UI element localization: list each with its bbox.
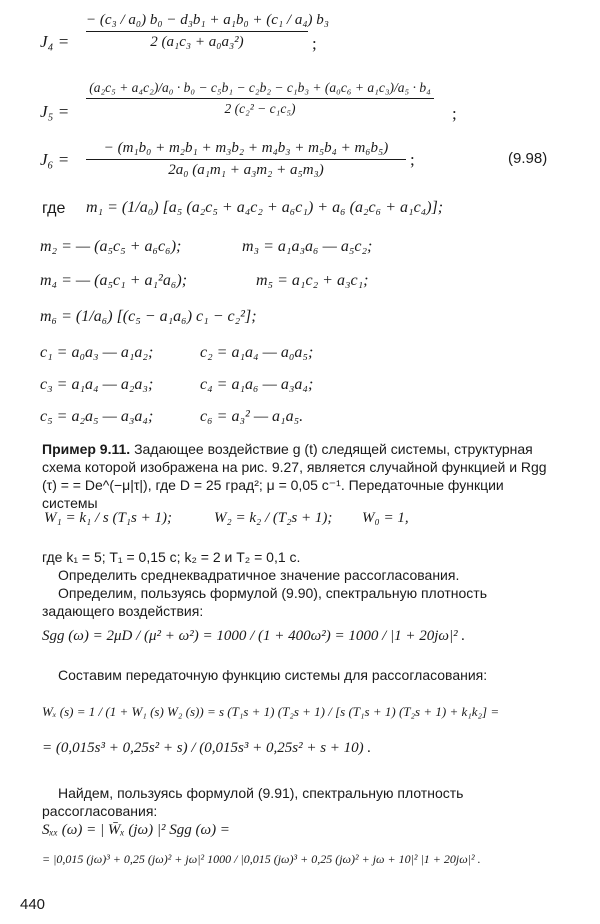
where-word: где xyxy=(42,200,66,217)
j4-label: J₄ = xyxy=(40,32,70,51)
j6-numerator: − (m₁b₀ + m₂b₁ + m₃b₂ + m₄b₃ + m₅b₄ + m₆b₅) xyxy=(103,140,389,156)
params-text: где k₁ = 5; T₁ = 0,15 с; k₂ = 2 и T₂ = 0,1 с. xyxy=(42,549,301,565)
j6-fraction xyxy=(86,140,406,180)
wx-equation-1: Wₓ (s) = 1 / (1 + W₁ (s) W₂ (s)) = s (T₁s + 1) (T₂s + 1) / [s (T₁s + 1) (T₂s + 1) + k₁k₂] = xyxy=(42,704,500,719)
j5-denominator: 2 (c₂² − c₁c₅) xyxy=(224,100,296,116)
page-number: 440 xyxy=(20,896,46,913)
j5-numerator: (a₂c₅ + a₄c₂)/a₀ · b₀ − c₅b₁ − c₂b₂ − c₁b₃ + (a₀c₆ + a₁c₃)/a₅ · b₄ xyxy=(89,80,431,95)
j4-fraction-bar xyxy=(86,31,308,32)
tf-w0: W₀ = 1, xyxy=(362,510,409,526)
c2-equation: c₂ = a₁a₄ — a₀a₅; xyxy=(200,344,314,361)
c4-equation: c₄ = a₁a₆ — a₃a₄; xyxy=(200,376,314,393)
sxx-equation-2: = |0,015 (jω)³ + 0,25 (jω)² + jω|² 1000 / |0,015 (jω)³ + 0,25 (jω)² + jω + 10|² |1 + 20jω|² . xyxy=(42,852,481,866)
c3-equation: c₃ = a₁a₄ — a₂a₃; xyxy=(40,376,154,393)
j5-fraction-bar xyxy=(86,98,434,99)
j4-denominator: 2 (a₁c₃ + a₀a₃²) xyxy=(150,34,244,51)
task-text: Определить среднеквадратичное значение рассогласования. xyxy=(58,567,460,583)
c5-equation: c₅ = a₂a₅ — a₃a₄; xyxy=(40,408,154,425)
tf-w2: W₂ = k₂ / (T₂s + 1); xyxy=(214,510,333,526)
m4-equation: m₄ = — (a₅c₁ + a₁²a₆); xyxy=(40,272,188,289)
j5-end: ; xyxy=(452,104,457,123)
equation-number: (9.98) xyxy=(508,150,548,167)
j6-label: J₆ = xyxy=(40,150,70,169)
m1-equation: m₁ = (1/a₀) [a₅ (a₂c₅ + a₄c₂ + a₆c₁) + a₆ (a₂c₆ + a₁c₄)]; xyxy=(86,199,444,216)
j4-fraction xyxy=(86,12,330,52)
j5-label: J₅ = xyxy=(40,102,70,121)
j4-end: ; xyxy=(312,34,317,53)
example-paragraph xyxy=(42,440,562,512)
c6-equation: c₆ = a₃² — a₁a₅. xyxy=(200,408,304,425)
m2-equation: m₂ = — (a₅c₅ + a₆c₆); xyxy=(40,238,182,255)
step1-text: Определим, пользуясь формулой (9.90), спектральную плотность задающего воздействия: xyxy=(42,585,487,619)
step3-text: Найдем, пользуясь формулой (9.91), спектральную плотность рассогласования: xyxy=(42,785,464,819)
wx-equation-2: = (0,015s³ + 0,25s² + s) / (0,015s³ + 0,25s² + s + 10) . xyxy=(42,740,372,756)
j4-numerator: − (c₃ / a₀) b₀ − d₃b₁ + a₁b₀ + (c₁ / a₄) b₃ xyxy=(86,12,330,28)
j6-end: ; xyxy=(410,150,415,169)
j6-denominator: 2a₀ (a₁m₁ + a₃m₂ + a₅m₃) xyxy=(168,162,324,179)
sxx-equation-1: Sₓₓ (ω) = | W̄ₓ (jω) |² Sgg (ω) = xyxy=(42,822,230,838)
example-title: Пример 9.11. xyxy=(42,441,131,457)
c1-equation: c₁ = a₀a₃ — a₁a₂; xyxy=(40,344,154,361)
j6-fraction-bar xyxy=(86,159,406,160)
tf-w1: W₁ = k₁ / s (T₁s + 1); xyxy=(44,510,172,526)
m6-equation: m₆ = (1/a₆) [(c₅ − a₁a₆) c₁ − c₂²]; xyxy=(40,308,257,325)
example-text: Задающее воздействие g (t) следящей системы, структурная схема которой изображена на рис. 9.27, является случайной функцией и Rgg (τ) = = De^(−μ|τ|), где D = 25 град²; μ = 0,05 с⁻¹. Передаточные функции системы xyxy=(42,441,547,511)
step2-text: Составим передаточную функцию системы для рассогласования: xyxy=(58,667,488,683)
m3-equation: m₃ = a₁a₃a₆ — a₅c₂; xyxy=(242,238,373,255)
m5-equation: m₅ = a₁c₂ + a₃c₁; xyxy=(256,272,369,289)
j5-fraction xyxy=(86,80,434,116)
sgg-equation: Sgg (ω) = 2μD / (μ² + ω²) = 1000 / (1 + 400ω²) = 1000 / |1 + 20jω|² . xyxy=(42,628,466,644)
